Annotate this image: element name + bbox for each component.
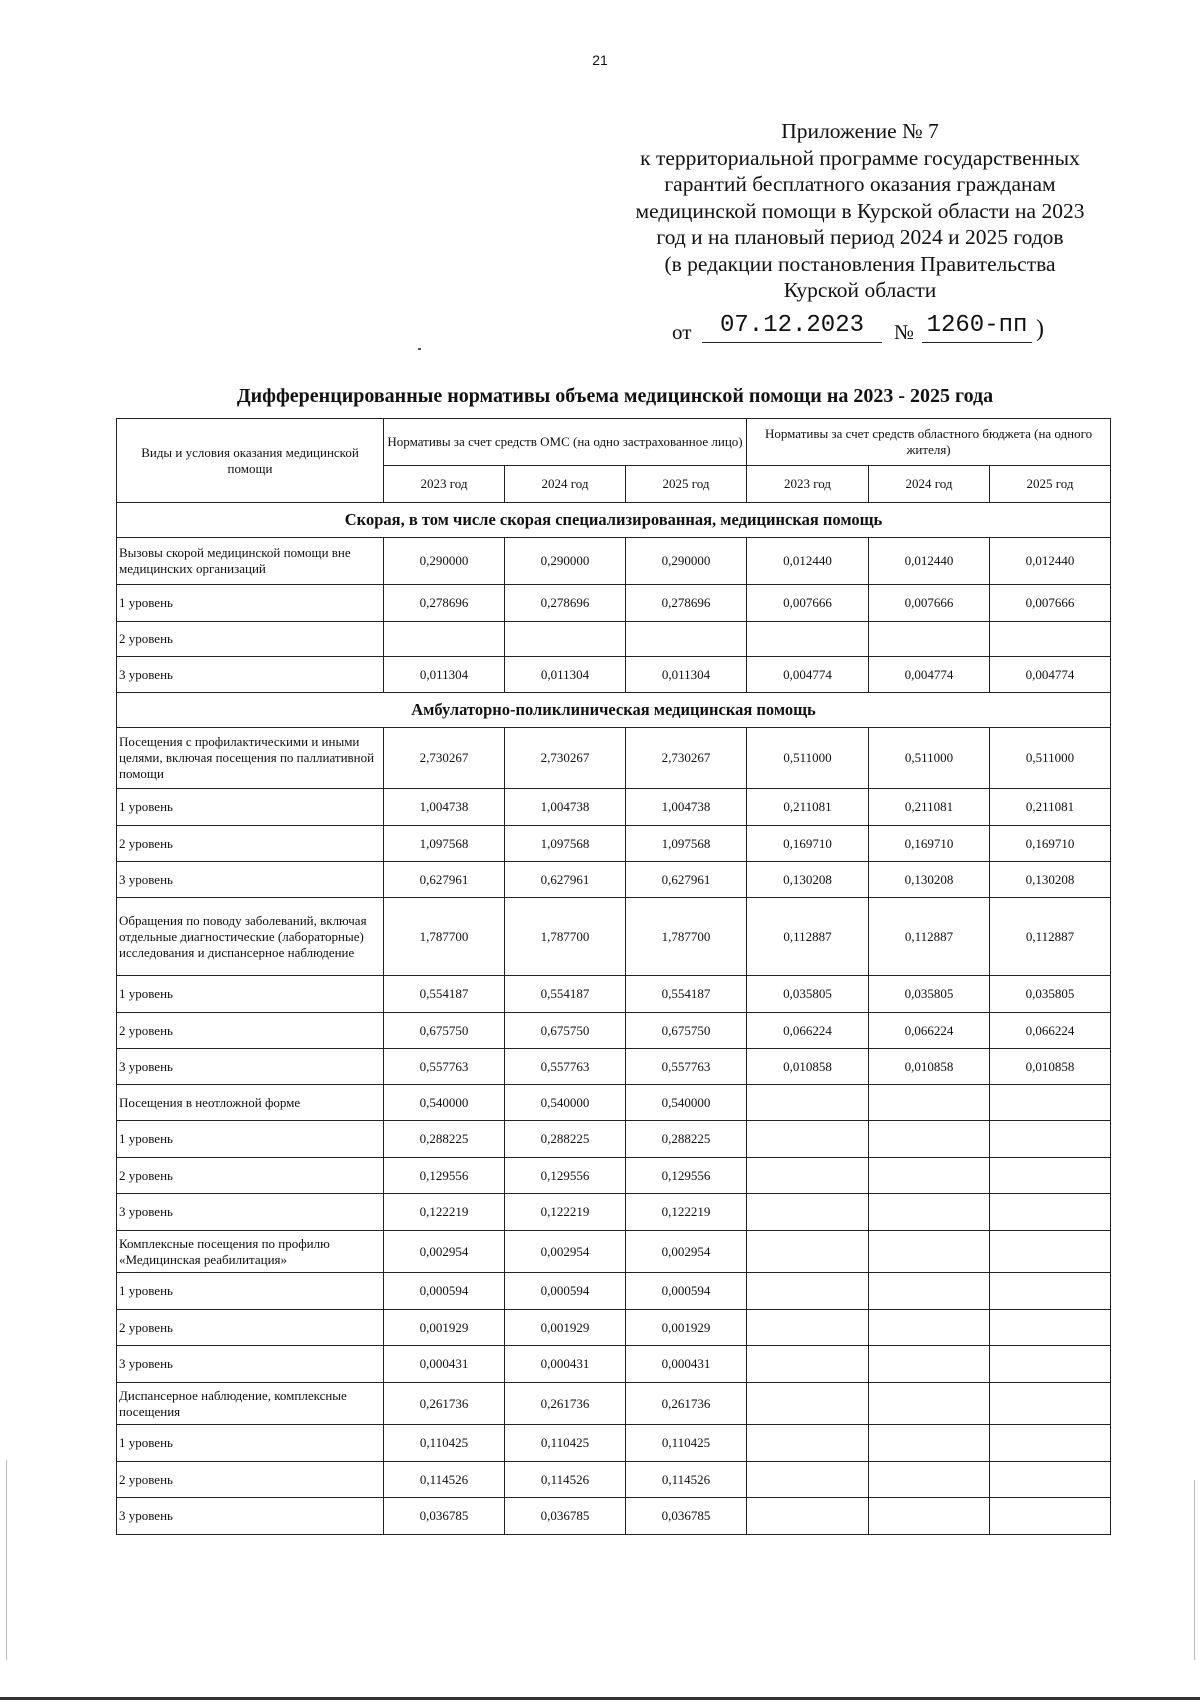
budget-value-cell: 0,004774 [869,657,990,693]
table-row [117,862,1111,898]
oms-value-cell: 0,110425 [505,1425,626,1462]
document-title: Дифференцированные нормативы объема медицинской помощи на 2023 - 2025 года [236,385,994,407]
oms-value-cell: 0,114526 [505,1462,626,1498]
oms-value-cell: 2,730267 [505,728,626,789]
oms-value-cell: 1,787700 [626,898,747,976]
page-number: 21 [592,52,608,68]
oms-value-cell: 1,787700 [384,898,505,976]
table-row [117,1085,1111,1121]
budget-value-cell: 0,004774 [990,657,1111,693]
budget-value-cell: 0,010858 [869,1049,990,1085]
budget-value-cell [869,1425,990,1462]
budget-value-cell: 0,112887 [747,898,869,976]
header-group-budget: Нормативы за счет средств областного бюджета (на одного жителя) [747,419,1111,466]
table-row [117,1121,1111,1158]
budget-value-cell: 0,004774 [747,657,869,693]
budget-value-cell [747,1383,869,1425]
row-label: 2 уровень [117,622,384,657]
table-row [117,1273,1111,1310]
budget-value-cell [869,1383,990,1425]
appendix-line: гарантий бесплатного оказания гражданам [664,172,1056,196]
oms-value-cell: 0,000431 [384,1346,505,1383]
budget-value-cell: 0,211081 [747,789,869,826]
budget-value-cell: 0,012440 [990,538,1111,585]
row-label: Комплексные посещения по профилю «Медицинская реабилитация» [117,1231,384,1273]
appendix-line: Курской области [783,278,937,302]
budget-value-cell [747,1231,869,1273]
oms-value-cell: 2,730267 [384,728,505,789]
oms-value-cell: 0,540000 [384,1085,505,1121]
appendix-line: медицинской помощи в Курской области на 2023 [635,198,1085,223]
oms-value-cell: 0,110425 [626,1425,747,1462]
budget-value-cell [990,1085,1111,1121]
budget-value-cell [990,1194,1111,1231]
budget-value-cell [747,1121,869,1158]
oms-value-cell: 0,627961 [505,862,626,898]
oms-value-cell [505,622,626,657]
oms-value-cell: 0,261736 [626,1383,747,1425]
budget-value-cell [869,1462,990,1498]
oms-value-cell: 0,114526 [384,1462,505,1498]
oms-value-cell: 0,557763 [384,1049,505,1085]
row-label: 1 уровень [117,789,384,826]
oms-value-cell: 0,000594 [626,1273,747,1310]
budget-value-cell: 0,511000 [747,728,869,789]
budget-value-cell [990,1383,1111,1425]
budget-value-cell [990,1310,1111,1346]
row-label: 1 уровень [117,585,384,622]
header-col-label: Виды и условия оказания медицинской помощи [117,419,384,503]
section-title: Скорая, в том числе скорая специализированная, медицинская помощь [117,503,1111,538]
appendix-line: к территориальной программе государственных [640,145,1080,170]
oms-value-cell: 0,288225 [626,1121,747,1158]
table-row [117,622,1111,657]
budget-value-cell [747,1085,869,1121]
section-header-row [117,693,1111,728]
header-year: 2024 год [869,466,990,503]
oms-value-cell: 0,129556 [626,1158,747,1194]
table-row [117,1498,1111,1535]
oms-value-cell: 2,730267 [626,728,747,789]
budget-value-cell: 0,169710 [869,826,990,862]
budget-value-cell [747,1346,869,1383]
budget-value-cell: 0,010858 [747,1049,869,1085]
oms-value-cell: 0,000431 [626,1346,747,1383]
oms-value-cell: 0,540000 [626,1085,747,1121]
budget-value-cell [869,1085,990,1121]
oms-value-cell: 0,627961 [626,862,747,898]
budget-value-cell: 0,066224 [990,1013,1111,1049]
oms-value-cell: 0,036785 [505,1498,626,1535]
oms-value-cell: 0,001929 [384,1310,505,1346]
table-row [117,585,1111,622]
budget-value-cell: 0,007666 [990,585,1111,622]
budget-value-cell [869,1273,990,1310]
oms-value-cell: 1,097568 [505,826,626,862]
row-label: 3 уровень [117,1194,384,1231]
oms-value-cell [626,622,747,657]
table-row [117,1346,1111,1383]
oms-value-cell: 0,278696 [384,585,505,622]
budget-value-cell [747,1194,869,1231]
oms-value-cell: 0,011304 [626,657,747,693]
budget-value-cell [747,1425,869,1462]
oms-value-cell: 0,011304 [384,657,505,693]
table-row [117,1158,1111,1194]
budget-value-cell [747,1310,869,1346]
row-label: 3 уровень [117,1346,384,1383]
oms-value-cell: 0,557763 [505,1049,626,1085]
budget-value-cell [869,1310,990,1346]
table-row [117,898,1111,976]
oms-value-cell: 0,000594 [384,1273,505,1310]
budget-value-cell: 0,010858 [990,1049,1111,1085]
header-year: 2025 год [990,466,1111,503]
oms-value-cell: 0,110425 [384,1425,505,1462]
table-row [117,1383,1111,1425]
budget-value-cell: 0,511000 [990,728,1111,789]
oms-value-cell: 0,002954 [384,1231,505,1273]
oms-value-cell: 0,122219 [505,1194,626,1231]
oms-value-cell: 0,002954 [505,1231,626,1273]
appendix-line: (в редакции постановления Правительства [664,251,1056,276]
table-header-row [117,419,1111,466]
budget-value-cell [869,622,990,657]
budget-value-cell [990,1158,1111,1194]
budget-value-cell [990,1121,1111,1158]
order-number-sign: № [894,320,915,344]
oms-value-cell: 1,004738 [384,789,505,826]
oms-value-cell: 0,554187 [384,976,505,1013]
budget-value-cell [747,1462,869,1498]
oms-value-cell: 0,290000 [505,538,626,585]
budget-value-cell [747,1498,869,1535]
oms-value-cell: 1,787700 [505,898,626,976]
table-row [117,1049,1111,1085]
budget-value-cell: 0,012440 [869,538,990,585]
oms-value-cell: 0,554187 [505,976,626,1013]
budget-value-cell [747,1158,869,1194]
budget-value-cell [747,622,869,657]
oms-value-cell: 0,675750 [384,1013,505,1049]
oms-value-cell: 0,627961 [384,862,505,898]
oms-value-cell: 0,675750 [505,1013,626,1049]
row-label: 1 уровень [117,976,384,1013]
oms-value-cell: 0,278696 [626,585,747,622]
row-label: 2 уровень [117,826,384,862]
budget-value-cell: 0,035805 [990,976,1111,1013]
table-row [117,1310,1111,1346]
budget-value-cell: 0,211081 [990,789,1111,826]
section-header-row [117,503,1111,538]
oms-value-cell: 0,278696 [505,585,626,622]
budget-value-cell: 0,007666 [747,585,869,622]
oms-value-cell: 0,000431 [505,1346,626,1383]
budget-value-cell: 0,112887 [869,898,990,976]
appendix-line: Приложение № 7 [781,119,939,143]
budget-value-cell: 0,169710 [747,826,869,862]
oms-value-cell: 0,011304 [505,657,626,693]
table-row [117,1231,1111,1273]
scan-speck [418,348,421,350]
header-year: 2023 год [747,466,869,503]
budget-value-cell: 0,066224 [747,1013,869,1049]
budget-value-cell: 0,112887 [990,898,1111,976]
oms-value-cell: 0,000594 [505,1273,626,1310]
row-label: 3 уровень [117,862,384,898]
oms-value-cell: 0,261736 [384,1383,505,1425]
budget-value-cell: 0,211081 [869,789,990,826]
order-closing-paren: ) [1036,316,1044,342]
row-label: 2 уровень [117,1013,384,1049]
table-row [117,538,1111,585]
header-year: 2025 год [626,466,747,503]
budget-value-cell: 0,130208 [747,862,869,898]
order-from-label: от [672,320,692,344]
budget-value-cell [869,1346,990,1383]
oms-value-cell: 0,036785 [384,1498,505,1535]
budget-value-cell [869,1231,990,1273]
appendix-header [600,118,1120,304]
budget-value-cell: 0,035805 [747,976,869,1013]
oms-value-cell: 0,001929 [626,1310,747,1346]
row-label: 1 уровень [117,1273,384,1310]
row-label: 3 уровень [117,1049,384,1085]
row-label: Посещения с профилактическими и иными целями, включая посещения по паллиативной помощи [117,728,384,789]
row-label: 1 уровень [117,1121,384,1158]
row-label: Диспансерное наблюдение, комплексные посещения [117,1383,384,1425]
budget-value-cell: 0,035805 [869,976,990,1013]
row-label: 2 уровень [117,1462,384,1498]
budget-value-cell: 0,169710 [990,826,1111,862]
budget-value-cell [990,1273,1111,1310]
oms-value-cell: 0,290000 [626,538,747,585]
oms-value-cell: 0,122219 [626,1194,747,1231]
scan-bottom-edge [0,1697,1200,1700]
row-label: 3 уровень [117,1498,384,1535]
budget-value-cell: 0,130208 [990,862,1111,898]
oms-value-cell: 0,001929 [505,1310,626,1346]
budget-value-cell: 0,007666 [869,585,990,622]
oms-value-cell: 1,097568 [626,826,747,862]
row-label: 2 уровень [117,1310,384,1346]
row-label: 1 уровень [117,1425,384,1462]
budget-value-cell: 0,012440 [747,538,869,585]
oms-value-cell: 1,004738 [505,789,626,826]
table-row [117,976,1111,1013]
header-year: 2023 год [384,466,505,503]
row-label: 3 уровень [117,657,384,693]
budget-value-cell [990,1425,1111,1462]
budget-value-cell [869,1121,990,1158]
oms-value-cell: 0,114526 [626,1462,747,1498]
row-label: Вызовы скорой медицинской помощи вне медицинских организаций [117,538,384,585]
oms-value-cell: 0,129556 [505,1158,626,1194]
scan-edge-line [6,1460,7,1660]
order-number: 1260-пп [922,312,1032,343]
budget-value-cell [869,1194,990,1231]
order-reference [672,312,1072,348]
order-date: 07.12.2023 [702,312,882,343]
table-row [117,1462,1111,1498]
oms-value-cell: 0,002954 [626,1231,747,1273]
appendix-line: год и на плановый период 2024 и 2025 годов [656,225,1064,249]
oms-value-cell: 1,004738 [626,789,747,826]
row-label: Посещения в неотложной форме [117,1085,384,1121]
budget-value-cell [869,1498,990,1535]
norms-table [116,418,1111,1535]
oms-value-cell [384,622,505,657]
budget-value-cell [990,1462,1111,1498]
oms-value-cell: 0,554187 [626,976,747,1013]
budget-value-cell: 0,511000 [869,728,990,789]
table-row [117,789,1111,826]
table-row [117,728,1111,789]
oms-value-cell: 0,557763 [626,1049,747,1085]
budget-value-cell [990,1346,1111,1383]
oms-value-cell: 0,122219 [384,1194,505,1231]
budget-value-cell [990,1231,1111,1273]
oms-value-cell: 0,261736 [505,1383,626,1425]
oms-value-cell: 0,290000 [384,538,505,585]
table-row [117,1194,1111,1231]
row-label: 2 уровень [117,1158,384,1194]
table-row [117,1425,1111,1462]
oms-value-cell: 0,288225 [384,1121,505,1158]
budget-value-cell: 0,066224 [869,1013,990,1049]
oms-value-cell: 0,129556 [384,1158,505,1194]
oms-value-cell: 0,288225 [505,1121,626,1158]
budget-value-cell [990,1498,1111,1535]
table-row [117,826,1111,862]
row-label: Обращения по поводу заболеваний, включая отдельные диагностические (лабораторные) исследования и диспансерное наблюдение [117,898,384,976]
oms-value-cell: 0,675750 [626,1013,747,1049]
budget-value-cell: 0,130208 [869,862,990,898]
scan-edge-line [1194,1480,1195,1660]
budget-value-cell [869,1158,990,1194]
oms-value-cell: 0,036785 [626,1498,747,1535]
table-row [117,1013,1111,1049]
budget-value-cell [990,622,1111,657]
section-title: Амбулаторно-поликлиническая медицинская помощь [117,693,1111,728]
header-group-oms: Нормативы за счет средств ОМС (на одно застрахованное лицо) [384,419,747,466]
header-year: 2024 год [505,466,626,503]
oms-value-cell: 0,540000 [505,1085,626,1121]
budget-value-cell [747,1273,869,1310]
table-row [117,657,1111,693]
oms-value-cell: 1,097568 [384,826,505,862]
